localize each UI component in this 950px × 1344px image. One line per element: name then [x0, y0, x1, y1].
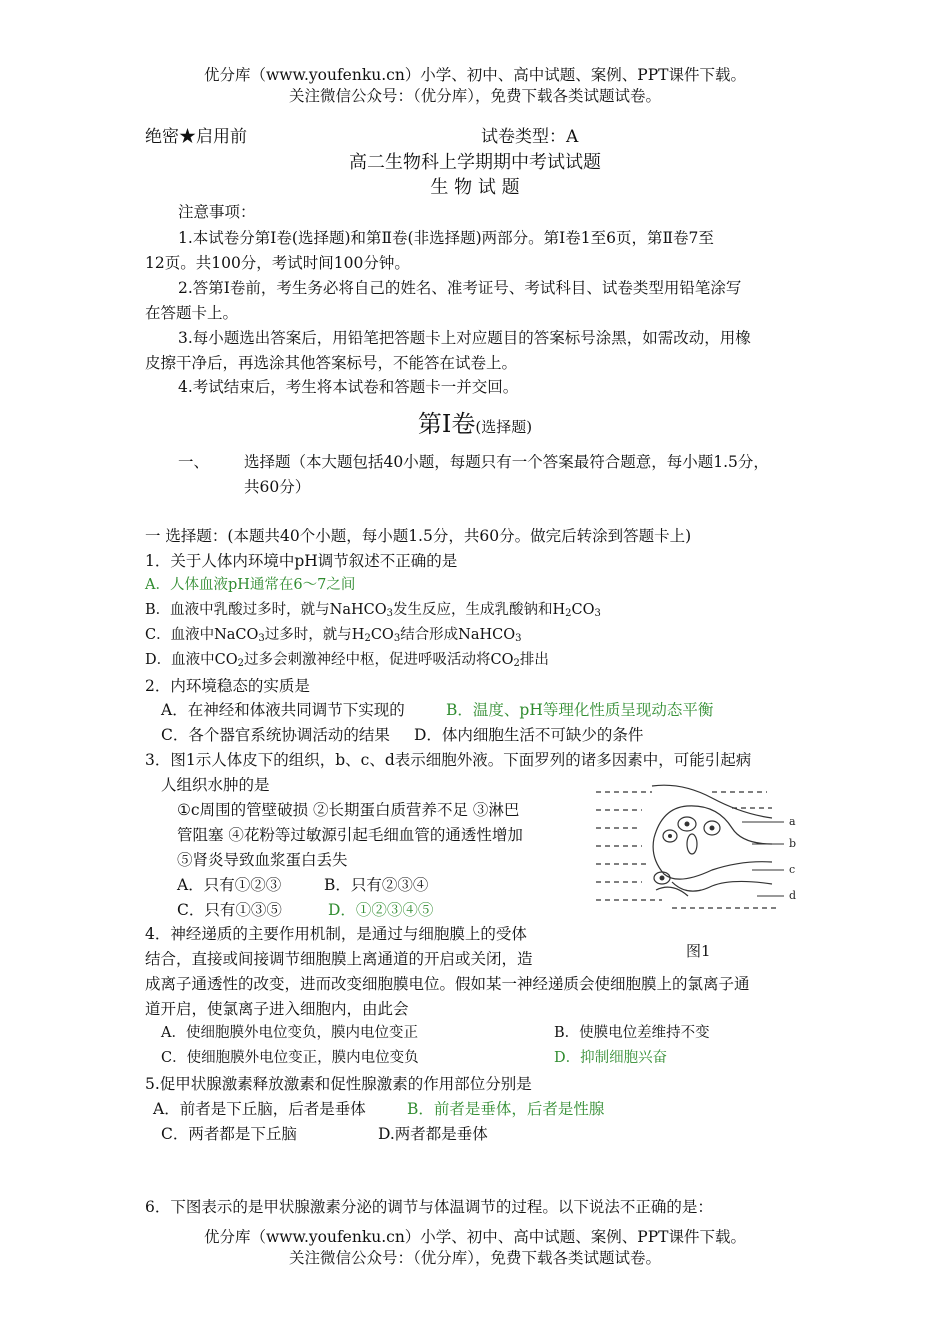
notes-heading: 注意事项： — [178, 203, 256, 221]
q1-option-b: B．血液中乳酸过多时，就与NaHCO$_3$发生反应，生成乳酸钠和$H_2CO_3$ — [145, 602, 601, 619]
note-2a: 2.答第Ⅰ卷前，考生务必将自己的姓名、准考证号、考试科目、试卷类型用铅笔涂写 — [178, 279, 742, 297]
q5-option-d: D.两者都是垂体 — [378, 1125, 488, 1143]
section-title: 第Ⅰ卷 — [417, 410, 476, 438]
q4-stem-3: 成离子通透性的改变，进而改变细胞膜电位。假如某一神经递质会使细胞膜上的氯离子通 — [145, 975, 750, 993]
page-footer-line1: 优分库（www.youfenku.cn）小学、初中、高中试题、案例、PPT课件下载。 — [203, 1228, 747, 1246]
note-1a: 1.本试卷分第Ⅰ卷(选择题)和第Ⅱ卷(非选择题)两部分。第Ⅰ卷1至6页，第Ⅱ卷7至 — [178, 229, 714, 247]
figure-caption: 图1 — [686, 942, 711, 960]
q1-option-a: A．人体血液pH通常在6～7之间 — [145, 577, 356, 593]
q4-stem-1: 4．神经递质的主要作用机制，是通过与细胞膜上的受体 — [145, 925, 527, 943]
exam-type-label: 试卷类型：A — [481, 127, 579, 147]
section-number: 一、 — [178, 453, 210, 471]
q2-option-a: A．在神经和体液共同调节下实现的 — [161, 701, 405, 719]
q1-stem: 1．关于人体内环境中pH调节叙述不正确的是 — [145, 552, 458, 570]
section-title-suffix: (选择题) — [475, 418, 533, 436]
q3-factors-3: ⑤肾炎导致血浆蛋白丢失 — [177, 851, 348, 869]
exam-title: 高二生物科上学期期中考试试题 — [349, 152, 601, 173]
q3-option-c: C．只有①③⑤ — [177, 901, 282, 919]
q1-option-c: C．血液中NaCO$_3$过多时，就与$H_2CO_3$结合形成NaHCO$_3$ — [145, 627, 522, 644]
q3-option-a: A．只有①②③ — [177, 876, 282, 894]
note-2b: 在答题卡上。 — [145, 304, 239, 322]
q2-stem: 2．内环境稳态的实质是 — [145, 677, 310, 695]
section-instruction: 一 选择题：(本题共40个小题，每小题1.5分，共60分。做完后转涂到答题卡上) — [145, 527, 692, 545]
q1-option-d: D．血液中$CO_2$过多会刺激神经中枢，促进呼吸活动将$CO_2$排出 — [145, 652, 549, 669]
q3-stem-1: 3．图1示人体皮下的组织，b、c、d表示细胞外液。下面罗列的诸多因素中，可能引起病 — [145, 751, 752, 769]
figure-label-c: c — [789, 863, 796, 876]
section-desc-2: 共60分） — [244, 478, 311, 496]
q3-option-b: B．只有②③④ — [324, 876, 429, 894]
q3-stem-2: 人组织水肿的是 — [161, 776, 270, 794]
page-header-line2: 关注微信公众号：（优分库），免费下载各类试题试卷。 — [288, 87, 661, 105]
q5-option-c: C．两者都是下丘脑 — [161, 1125, 297, 1143]
note-3b: 皮擦干净后，再选涂其他答案标号，不能答在试卷上。 — [145, 354, 518, 372]
q3-factors-2: 管阻塞 ④花粉等过敏源引起毛细血管的通透性增加 — [177, 826, 523, 844]
secret-label: 绝密★启用前 — [145, 127, 247, 147]
figure-label-a: a — [789, 815, 796, 828]
q2-option-d: D．体内细胞生活不可缺少的条件 — [414, 726, 644, 744]
q2-option-b: B．温度、pH等理化性质呈现动态平衡 — [446, 701, 714, 719]
q4-option-a: A．使细胞膜外电位变负，膜内电位变正 — [161, 1025, 418, 1041]
q5-option-b: B．前者是垂体，后者是性腺 — [407, 1100, 605, 1118]
q4-option-d: D．抑制细胞兴奋 — [554, 1050, 668, 1066]
exam-subtitle: 生 物 试 题 — [430, 177, 520, 198]
section-title-wrap — [0, 410, 950, 439]
q3-option-d: D．①②③④⑤ — [328, 901, 434, 919]
q5-stem: 5.促甲状腺激素释放激素和促性腺激素的作用部位分别是 — [145, 1075, 532, 1093]
q5-option-a: A．前者是下丘脑，后者是垂体 — [153, 1100, 366, 1118]
q4-stem-2: 结合，直接或间接调节细胞膜上离通道的开启或关闭，造 — [145, 950, 533, 968]
note-4: 4.考试结束后，考生将本试卷和答题卡一并交回。 — [178, 378, 519, 396]
figure-label-d: d — [789, 889, 797, 902]
figure-label-b: b — [789, 837, 797, 850]
note-3a: 3.每小题选出答案后，用铅笔把答题卡上对应题目的答案标号涂黑，如需改动，用橡 — [178, 329, 751, 347]
q4-option-c: C．使细胞膜外电位变正，膜内电位变负 — [161, 1050, 419, 1066]
section-desc-1: 选择题（本大题包括40小题，每题只有一个答案最符合题意，每小题1.5分， — [244, 453, 769, 471]
q2-option-c: C．各个器官系统协调活动的结果 — [161, 726, 390, 744]
q4-stem-4: 道开启，使氯离子进入细胞内，由此会 — [145, 1000, 409, 1018]
page-header-line1: 优分库（www.youfenku.cn）小学、初中、高中试题、案例、PPT课件下载。 — [203, 66, 747, 84]
page-footer-line2: 关注微信公众号：（优分库），免费下载各类试题试卷。 — [288, 1249, 661, 1267]
note-1b: 12页。共100分，考试时间100分钟。 — [145, 254, 410, 272]
q4-option-b: B．使膜电位差维持不变 — [554, 1025, 710, 1041]
q6-stem: 6．下图表示的是甲状腺激素分泌的调节与体温调节的过程。以下说法不正确的是： — [145, 1198, 713, 1216]
q3-factors-1: ①c周围的管壁破损 ②长期蛋白质营养不足 ③淋巴 — [177, 801, 520, 819]
tissue-diagram — [592, 778, 804, 918]
